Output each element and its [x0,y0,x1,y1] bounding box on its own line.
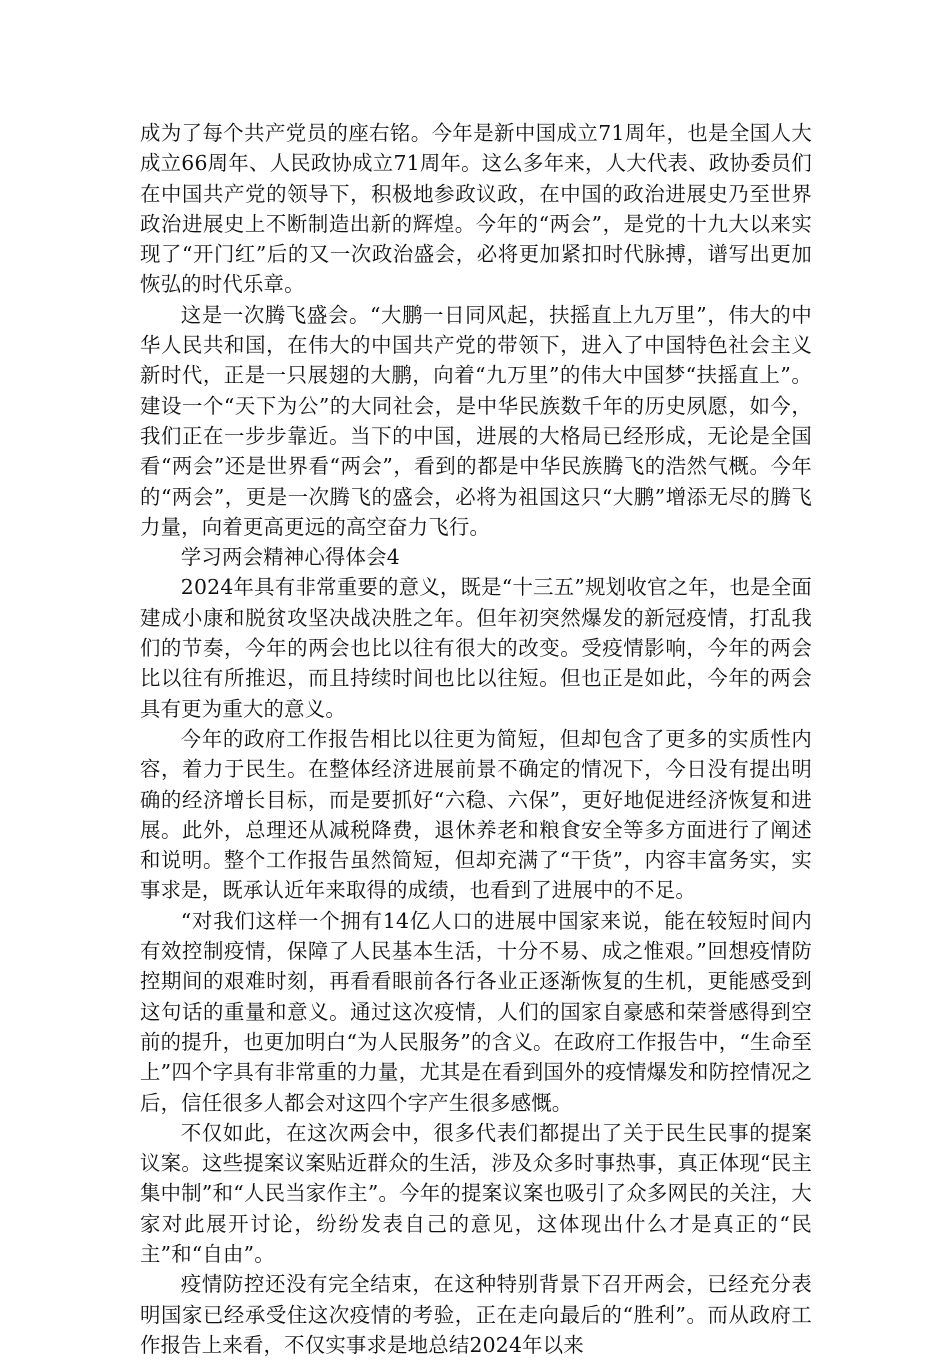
document-body [140,118,812,1360]
section-heading: 学习两会精神心得体会4 [180,545,400,570]
paragraph-2024-significance: 2024年具有非常重要的意义，既是“十三五”规划收官之年，也是全面建成小康和脱贫攻坚决战决胜之年。但年初突然爆发的新冠疫情，打乱我们的节奏，今年的两会也比以往有很大的改变。受疫情影响，今年的两会比以往有所推迟，而且持续时间也比以往短。但也正是如此，今年的两会具有更为重大的意义。 [140,575,812,721]
paragraph-conclusion: 疫情防控还没有完全结束，在这种特别背景下召开两会，已经充分表明国家已经承受住这次疫情的考验，正在走向最后的“胜利”。而从政府工作报告上来看，不仅实事求是地总结2024年以来 [140,1272,812,1357]
paragraph-epidemic-control: “对我们这样一个拥有14亿人口的进展中国家来说，能在较短时间内有效控制疫情，保障了人民基本生活，十分不易、成之惟艰。”回想疫情防控期间的艰难时刻，再看看眼前各行各业正逐渐恢复的生机，更能感受到这句话的重量和意义。通过这次疫情，人们的国家自豪感和荣誉感得到空前的提升，也更加明白“为人民服务”的含义。在政府工作报告中，“生命至上”四个字具有非常重的力量，尤其是在看到国外的疫情爆发和防控情况之后，信任很多人都会对这四个字产生很多感慨。 [140,908,812,1115]
paragraph-continued: 成为了每个共产党员的座右铭。今年是新中国成立71周年，也是全国人大成立66周年、人民政协成立71周年。这么多年来，人大代表、政协委员们在中国共产党的领导下，积极地参政议政，在中国的政治进展史乃至世界政治进展史上不断制造出新的辉煌。今年的“两会”，是党的十九大以来实现了“开门红”后的又一次政治盛会，必将更加紧扣时代脉搏，谱写出更加恢弘的时代乐章。 [140,121,812,297]
paragraph-work-report: 今年的政府工作报告相比以往更为简短，但却包含了更多的实质性内容，着力于民生。在整体经济进展前景不确定的情况下，今日没有提出明确的经济增长目标，而是要抓好“六稳、六保”，更好地促进经济恢复和进展。此外，总理还从减税降费，退休养老和粮食安全等多方面进行了阐述和说明。整个工作报告虽然简短，但却充满了“干货”，内容丰富务实，实事求是，既承认近年来取得的成绩，也看到了进展中的不足。 [140,726,812,903]
paragraph-soaring-meeting: 这是一次腾飞盛会。“大鹏一日同风起，扶摇直上九万里”，伟大的中华人民共和国，在伟大的中国共产党的带领下，进入了中国特色社会主义新时代，正是一只展翅的大鹏，向着“九万里”的伟大中国梦“扶摇直上”。建设一个“天下为公”的大同社会，是中华民族数千年的历史夙愿，如今，我们正在一步步靠近。当下的中国，进展的大格局已经形成，无论是全国看“两会”还是世界看“两会”，看到的都是中华民族腾飞的浩然气概。今年的“两会”，更是一次腾飞的盛会，必将为祖国这只“大鹏”增添无尽的腾飞力量，向着更高更远的高空奋力飞行。 [140,302,812,539]
paragraph-proposals: 不仅如此，在这次两会中，很多代表们都提出了关于民生民事的提案议案。这些提案议案贴近群众的生活，涉及众多时事热事，真正体现“民主集中制”和“人民当家作主”。今年的提案议案也吸引了众多网民的关注，大家对此展开讨论，纷纷发表自己的意见，这体现出什么才是真正的“民主”和“自由”。 [140,1120,812,1266]
